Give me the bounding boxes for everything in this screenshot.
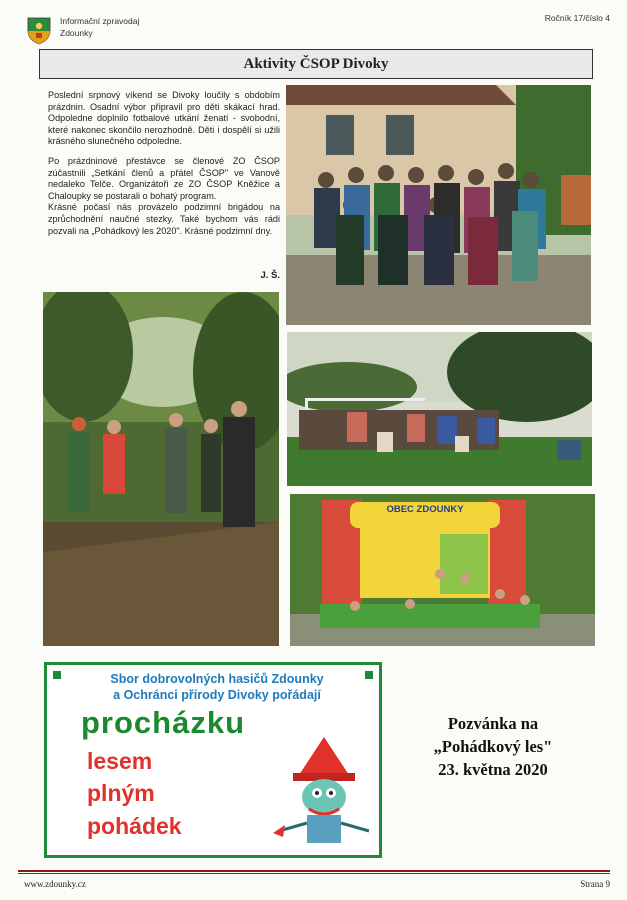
invitation-line2: „Pohádkový les"	[433, 737, 553, 756]
poster-corner-square	[53, 671, 61, 679]
poster-header-line2: a Ochránci přírody Divoky pořádají	[113, 688, 321, 702]
poster-word-plnym: plným	[87, 780, 155, 806]
poster-word-pohadek: pohádek	[87, 813, 182, 839]
poster-header	[67, 671, 367, 703]
poster-word-lesem: lesem	[87, 748, 153, 774]
invitation-line1: Pozvánka na	[447, 714, 539, 733]
municipal-crest-icon	[27, 17, 51, 45]
invitation-line3: 23. května 2020	[438, 760, 548, 779]
forest-brigade-photo	[43, 292, 279, 646]
article-signature: J. Š.	[260, 270, 280, 281]
footer-rule-thin	[18, 873, 610, 874]
article-paragraph-1: Poslední srpnový víkend se Divoky loučily s obdobím prázdnin. Osadní výbor připravil pro děti skákací hrad. Odpoledne doplnilo fotbalové utkání ženatí - svobodní, které nakonec skončilo nerozhodně. Děti i dospělí si užili krásného slunečného odpoledne.	[48, 90, 280, 147]
publication-name	[60, 15, 139, 39]
page-number: Strana 9	[580, 879, 610, 889]
issue-number: Ročník 17/číslo 4	[544, 13, 610, 23]
football-group-photo	[287, 332, 592, 486]
invitation-text	[398, 712, 588, 781]
bouncy-castle-photo	[290, 494, 595, 646]
article-paragraph-2: Po prázdninové přestávce se členové ZO ČSOP zúčastnili „Setkání členů a přátel ČSOP" ve Vanově nedaleko Telče. Organizátoři ze ZO ČSOP Kněžice a Chaloupky se postarali o bohatý program.	[48, 155, 280, 201]
publication-line1: Informační zpravodaj	[60, 16, 140, 26]
article-body	[48, 90, 280, 245]
event-poster	[44, 662, 382, 858]
goblin-character-icon	[269, 735, 379, 853]
article-title: Aktivity ČSOP Divoky	[39, 49, 593, 79]
group-photo-house	[286, 85, 591, 325]
article-paragraph-3: Krásné počasí nás provázelo podzimní brigádou na zprůchodnění naučné stezky. Také bychom vás rádi pozvali na „Pohádkový les 2020". Krásné podzimní dny.	[48, 202, 280, 236]
footer-rule	[18, 870, 610, 872]
bouncy-castle-banner: OBEC ZDOUNKY	[386, 504, 464, 515]
publication-line2: Zdounky	[60, 28, 93, 38]
poster-word-prochazku: procházku	[81, 705, 246, 740]
poster-header-line1: Sbor dobrovolných hasičů Zdounky	[110, 672, 324, 686]
footer-website-link[interactable]: www.zdounky.cz	[24, 879, 86, 889]
